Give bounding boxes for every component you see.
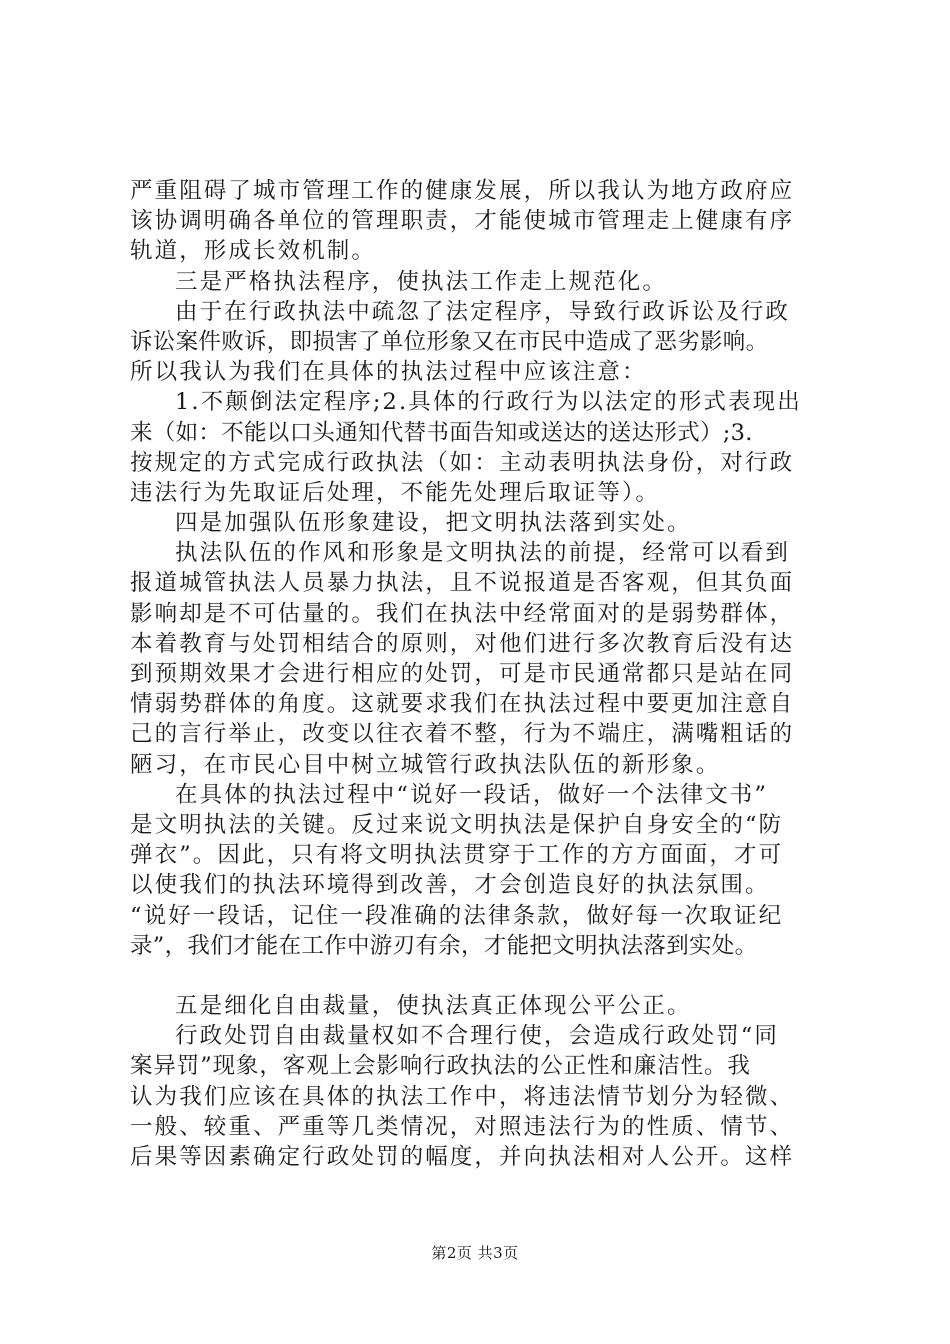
blank-line: [130, 961, 835, 991]
text-line: 所以我认为我们在具体的执法过程中应该注意：: [130, 359, 647, 386]
text-line: 由于在行政执法中疏忽了法定程序，导致行政诉讼及行政: [175, 298, 791, 325]
text-line: 1.不颠倒法定程序;2.具体的行政行为以法定的形式表现出: [175, 389, 802, 416]
text-line: 严重阻碍了城市管理工作的健康发展，所以我认为地方政府应: [130, 178, 795, 204]
text-line: 行政处罚自由裁量权如不合理行使，会造成行政处罚“同: [175, 1023, 780, 1050]
text-line: 违法行为先取证后处理，不能先处理后取证等）。: [130, 479, 660, 506]
text-line: 轨道，形成长效机制。: [130, 238, 377, 265]
text-line: 执法队伍的作风和形象是文明执法的前提，经常可以看到: [175, 540, 791, 567]
text-line: 来（如：不能以口头通知代替书面告知或送达的送达形式）;3.: [130, 419, 753, 446]
text-line: 陋习，在市民心目中树立城管行政执法队伍的新形象。: [130, 751, 721, 778]
text-line: 该协调明确各单位的管理职责，才能使城市管理走上健康有序: [130, 208, 795, 235]
text-line: 影响却是不可估量的。我们在执法中经常面对的是弱势群体，: [130, 600, 795, 627]
text-line: 录”，我们才能在工作中游刃有余，才能把文明执法落到实处。: [130, 932, 758, 959]
text-line: 案异罚”现象，客观上会影响行政执法的公正性和廉洁性。我: [130, 1053, 751, 1080]
text-line: 诉讼案件败诉，即损害了单位形象又在市民中造成了恶劣影响。: [130, 328, 769, 355]
document-body: [130, 176, 835, 1172]
text-line: 本着教育与处罚相结合的原则，对他们进行多次教育后没有达: [130, 630, 795, 657]
text-line: 在具体的执法过程中“说好一段话，做好一个法律文书”: [175, 781, 769, 808]
text-line: 后果等因素确定行政处罚的幅度，并向执法相对人公开。这样: [130, 1144, 795, 1170]
text-line: 按规定的方式完成行政执法（如：主动表明执法身份，对行政: [130, 449, 795, 476]
text-line: 弹衣”。因此，只有将文明执法贯穿于工作的方方面面，才可: [130, 842, 784, 869]
page-number-footer: 第2页 共3页: [431, 1244, 519, 1262]
text-line: 是文明执法的关键。反过来说文明执法是保护自身安全的“防: [130, 811, 784, 838]
section-heading-4: 四是加强队伍形象建设，把文明执法落到实处。: [175, 510, 692, 537]
text-line: 情弱势群体的角度。这就要求我们在执法过程中要更加注意自: [130, 691, 795, 718]
text-line: 以使我们的执法环境得到改善，才会创造良好的执法氛围。: [130, 872, 770, 899]
section-heading-3: 三是严格执法程序，使执法工作走上规范化。: [175, 268, 668, 295]
text-line: 一般、较重、严重等几类情况，对照违法行为的性质、情节、: [130, 1113, 795, 1140]
text-line: 认为我们应该在具体的执法工作中，将违法情节划分为轻微、: [130, 1083, 795, 1110]
text-line: 己的言行举止，改变以往衣着不整，行为不端庄，满嘴粗话的: [130, 721, 795, 748]
text-line: 报道城管执法人员暴力执法，且不说报道是否客观，但其负面: [130, 570, 795, 597]
text-line: 到预期效果才会进行相应的处罚，可是市民通常都只是站在同: [130, 661, 795, 687]
text-line: “说好一段话，记住一段准确的法律条款，做好每一次取证纪: [130, 902, 784, 929]
section-heading-5: 五是细化自由裁量，使执法真正体现公平公正。: [175, 993, 692, 1020]
